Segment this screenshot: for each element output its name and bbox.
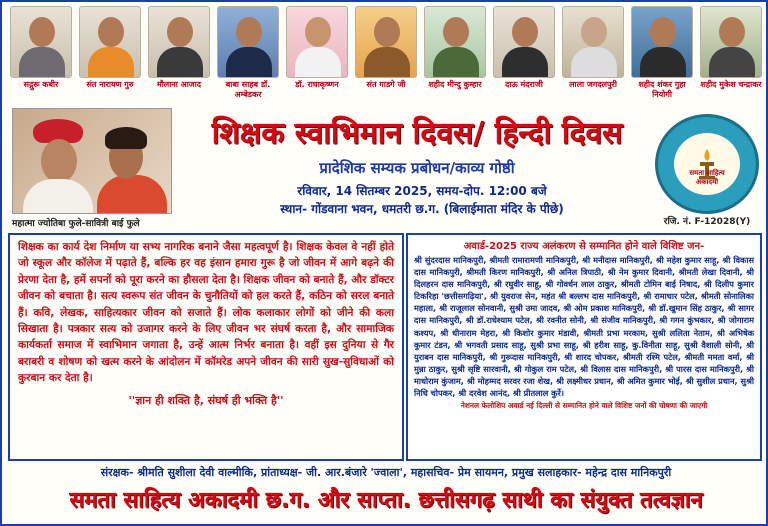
portrait-name: दाऊ मंदराजी <box>505 80 543 89</box>
portrait-image <box>562 6 624 78</box>
registration-number: रजि. नं. F-12028(Y) <box>663 217 751 227</box>
portrait-card <box>629 6 695 112</box>
portrait-image <box>424 6 486 78</box>
portrait-card <box>560 6 626 112</box>
event-datetime: रविवार, 14 सितम्बर 2025, समय-दोप. 12:00 बजे <box>297 184 547 198</box>
portrait-image <box>217 6 279 78</box>
portrait-card <box>284 6 350 112</box>
portrait-card <box>491 6 557 112</box>
portrait-card <box>215 6 281 112</box>
portrait-card <box>698 6 764 112</box>
phule-caption: महात्मा ज्योतिबा फुले-सावित्री बाई फुले <box>12 219 140 229</box>
portrait-name: संत गाडगे जी <box>366 80 406 89</box>
portrait-image <box>286 6 348 78</box>
portrait-name: डॉ. राधाकृष्णन <box>295 80 339 89</box>
awardees-heading: अवार्ड-2025 राज्य अलंकरण से सम्मानित होने वाले विशिष्ट जन- <box>463 241 705 252</box>
portrait-name: शहीद मीन्दु कुम्हार <box>428 80 482 89</box>
portrait-card <box>353 6 419 112</box>
portrait-card <box>77 6 143 112</box>
message-quote: ''ज्ञान ही शक्ति है, संघर्ष ही भक्ति है'' <box>128 393 284 407</box>
portrait-name: बाबा साहब डॉ. अम्बेडकर <box>225 80 271 99</box>
portrait-name: सद्गुरू कबीर <box>23 80 59 89</box>
message-body: शिक्षक का कार्य देश निर्माण या सभ्य नागरिक बनाने जैसा महत्वपूर्ण है। शिक्षक केवल वे नहीं होते जो स्कूल और कॉलेज में पढ़ाते हैं, बल्कि हर वह इंसान हमारा गुरू है जो जीवन में आगे बढ़ने की प्रेरणा देता है, हमें सपनों को पूरा करने का हौसला देता है। शिक्षक जीवन को बनाते हैं, और डॉक्टर जीवन को बचाता है। सत्य स्वरूप संत जीवन के चुनौतियों को हल करते हैं, कठिन को सरल बनाते हैं। कवि, लेखक, साहित्यकार जीवन को सजाते हैं। लोक कलाकार लोगों को जीने की कला सिखाता है। पत्रकार सत्य को उजागर करने के लिए जीवन भर संघर्ष करता है, और सामाजिक कार्यकर्ता समाज में स्वाभिमान जगाता है, उन्हें आत्म निर्भर बनाता है। वहीं इस दुनिया से गैर बराबरी व शोषण को खत्म करने के आंदोलन में कॉमरेड अपने जीवन की सारी सुख-सुविधाओं को कुरबान कर देता है। <box>18 241 394 385</box>
portrait-image <box>493 6 555 78</box>
logo-emblem <box>674 133 740 195</box>
portrait-card <box>8 6 74 112</box>
event-title: शिक्षक स्वाभिमान दिवस/ हिन्दी दिवस <box>211 116 623 151</box>
portrait-card <box>422 6 488 112</box>
logo-text: समता साहित्य अकादमी <box>689 169 725 186</box>
awardees-list: श्री सुंदरदास मानिकपुरी, श्रीमती रामारामणी मानिकपुरी, श्री मनीदास मानिकपुरी, श्री महेश कुमार साहू, श्री विकास दास मानिकपुरी, श्रीमती किरण मानिकपुरी, श्री अनिल त्रिपाठी, श्री नेम कुमार दिवानी, श्रीमती लेखा दिवानी, श्री दिलहरन दास मानिकपुरी, श्री रघुवीर साहू, श्री गोवर्धन लाल ठाकुर, श्रीमती टोमिन बाई निषाद, श्री दिलीप कुमार टिकरिहा 'छत्तीसगढ़िया', श्री युवराज सेन, महंत श्री बल्लभ दास मानिकपुरी, श्री रामाधार पटेल, श्रीमती सोनालिका महाला, श्री राजूलाल सोनवानी, सुश्री उमा जादव, श्री ओम प्रकाश मानिकपुरी, श्री डॉ.खुमान सिंह ठाकुर, श्री सागर दास मानिकपुरी, श्री डॉ.राधेश्याम पटेल, श्री रवनीत सोनी, श्री संजीव मानिकपुरी, श्री गगन कुंभकार, श्री जोगाराम कश्यप, श्री धीनाराम मेहरा, श्री किशोर कुमार मंडावी, श्रीमती प्रभा मरकाम, सुश्री ललिता नेताम, श्री अभिषेक कुमार टंडन, श्री भगवती प्रसाद साहू, सुश्री प्रभा साहू, श्री हरीश साहू, कु.विनीता साहू, सुश्री वैशाली सोनी, श्री युराबन दास मानिकपुरी, श्री गुरूदास मानिकपुरी, श्री शारद चोपकर, श्रीमती रश्मि पटेल, श्रीमती ममता वर्मा, श्री मुन्ना ठाकुर, सुश्री सृष्टि सारवानी, श्री गोकुल राम पटेल, श्री विलास दास मानिकपुरी, श्री पारस दास मानिकपुरी, श्री माधोराम कुंजाम, श्री मोहम्मद सरवर रजा शेख, श्री लक्ष्मीधर प्रधान, श्री अमित कुमार भोई, श्री सुशील प्रधान, सुश्री निधि चोपकर, श्री दरवेश आनंद, श्री प्रीतलाल कुर्रे। <box>414 255 754 399</box>
phule-portrait-image <box>12 108 172 214</box>
academy-logo <box>655 114 759 214</box>
portrait-card <box>146 6 212 112</box>
awardees-footer-note: नेशनल फेलोशिप अवार्ड नई दिल्ली से सम्मानित होने वाले विशिष्ट जनों की घोषणा की जाएगी <box>460 401 708 411</box>
portrait-image <box>631 6 693 78</box>
portrait-strip <box>8 6 764 112</box>
portrait-name: शहीद शंकर गुहा नियोगी <box>638 80 686 99</box>
portrait-image <box>355 6 417 78</box>
patrons-line: संरक्षक- श्रीमति सुशीला देवी वाल्मीकि, प्रांताध्यक्ष- जी. आर.बंजारे 'ज्वाला', महासचिव- प्रेम सायमन, प्रमुख सलाहकार- महेन्द्र दास मानिकपुरी <box>100 466 672 479</box>
event-subtitle: प्रादेशिक सम्यक प्रबोधन/काव्य गोष्ठी <box>319 159 515 177</box>
message-box <box>8 233 404 461</box>
portrait-image <box>700 6 762 78</box>
portrait-image <box>10 6 72 78</box>
portrait-name: संत नारायण गुरु <box>86 80 134 89</box>
event-venue: स्थान- गोंडवाना भवन, धमतरी छ.ग. (बिलाईमाता मंदिर के पीछे) <box>280 202 564 216</box>
awardees-box <box>406 233 762 461</box>
portrait-name: मौलाना आजाद <box>156 80 202 89</box>
portrait-name: शहीद मुकेश चन्द्राकर <box>700 80 762 89</box>
portrait-image <box>79 6 141 78</box>
portrait-name: लाला जगदलपुरी <box>569 80 617 89</box>
organizer-banner: समता साहित्य अकादमी छ.ग. और साप्ता. छत्तीसगढ़ साथी का संयुक्त तत्वज्ञान <box>69 488 703 513</box>
portrait-image <box>148 6 210 78</box>
